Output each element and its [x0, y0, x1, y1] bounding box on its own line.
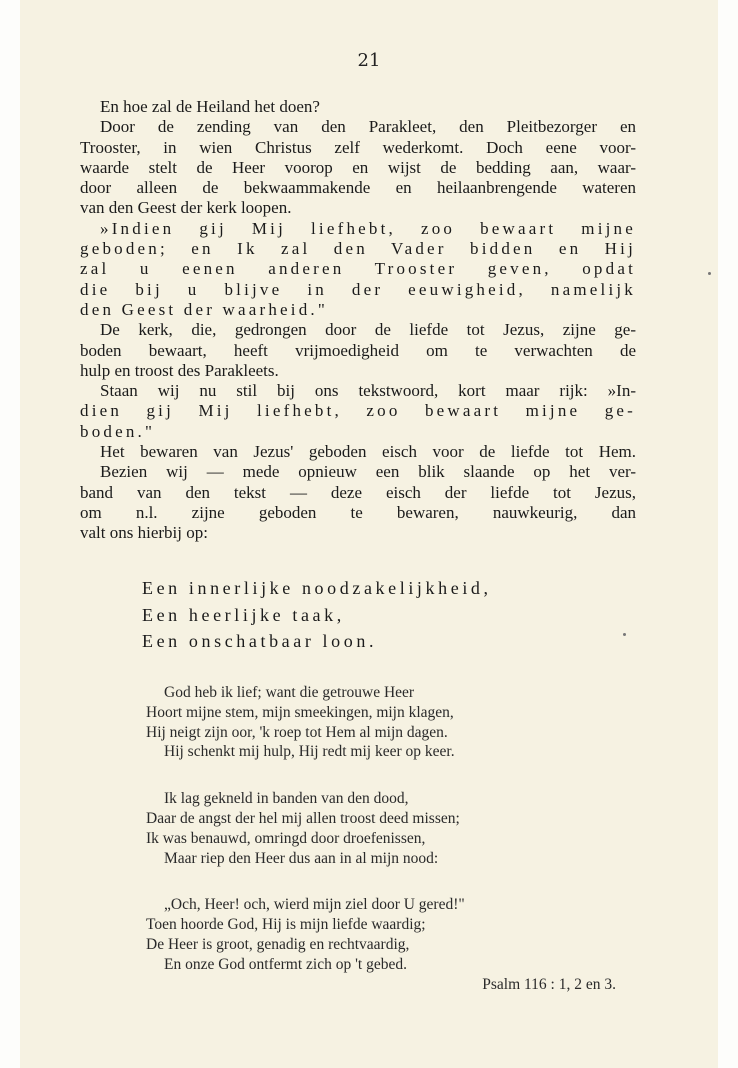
paper-speck: [623, 633, 626, 636]
psalm-stanza: [146, 683, 626, 762]
point-item: Een innerlijke noodzakelijkheid,: [142, 578, 492, 598]
paper-speck: [708, 272, 711, 275]
verse-line: Hij schenkt mij hulp, Hij redt mij keer op keer.: [164, 743, 455, 761]
text-line: band van den tekst — deze eisch der liefde tot Jezus,: [80, 482, 636, 502]
text-line: om n.l. zijne geboden te bewaren, nauwkeurig, dan: [80, 502, 636, 522]
verse-line: Hoort mijne stem, mijn smeekingen, mijn klagen,: [146, 703, 454, 721]
book-page: [20, 0, 718, 1068]
text-line: Trooster, in wien Christus zelf wederkomt. Doch eene voor-: [80, 137, 636, 157]
psalm-verse: [146, 683, 626, 994]
text-line: hulp en troost des Parakleets.: [80, 360, 279, 380]
body-text: [80, 97, 636, 544]
verse-line: Daar de angst der hel mij allen troost deed missen;: [146, 809, 460, 827]
text-line: Staan wij nu stil bij ons tekstwoord, kort maar rijk: »In-: [100, 381, 636, 401]
points-list: [142, 575, 492, 655]
verse-line: En onze God ontfermt zich op 't gebed.: [164, 955, 407, 973]
text-line: door alleen de bekwaammakende en heilaanbrengende wateren: [80, 178, 636, 198]
psalm-stanza: [146, 789, 626, 868]
text-line: waarde stelt de Heer voorop en wijst de bedding aan, waar-: [80, 157, 636, 177]
psalm-stanza: [146, 895, 626, 974]
text-line: »Indien gij Mij liefhebt, zoo bewaart mijne: [100, 218, 636, 238]
text-line: die bij u blijve in der eeuwigheid, namelijk: [80, 279, 636, 299]
verse-line: Toen hoorde God, Hij is mijn liefde waardig;: [146, 916, 426, 934]
verse-line: Ik lag gekneld in banden van den dood,: [164, 790, 409, 808]
verse-line: Ik was benauwd, omringd door droefenissen,: [146, 829, 426, 847]
text-line: zal u eenen anderen Trooster geven, opdat: [80, 259, 636, 279]
page-number: 21: [357, 50, 381, 71]
point-item: Een onschatbaar loon.: [142, 631, 378, 651]
verse-line: God heb ik lief; want die getrouwe Heer: [164, 684, 415, 701]
text-line: Door de zending van den Parakleet, den Pleitbezorger en: [100, 117, 636, 137]
text-line: boden.": [80, 421, 156, 441]
text-line: boden bewaart, heeft vrijmoedigheid om te verwachten de: [80, 340, 636, 360]
text-line: Het bewaren van Jezus' geboden eisch voor de liefde tot Hem.: [100, 442, 636, 462]
verse-line: Maar riep den Heer dus aan in al mijn nood:: [164, 849, 439, 867]
text-line: Bezien wij — mede opnieuw een blik slaande op het ver-: [100, 462, 636, 482]
text-line: dien gij Mij liefhebt, zoo bewaart mijne ge-: [80, 401, 636, 421]
text-line: geboden; en Ik zal den Vader bidden en Hij: [80, 239, 636, 259]
verse-line: De Heer is groot, genadig en rechtvaardig,: [146, 935, 410, 953]
text-line: De kerk, die, gedrongen door de liefde tot Jezus, zijne ge-: [100, 320, 636, 340]
verse-line: „Och, Heer! och, wierd mijn ziel door U gered!": [164, 896, 465, 914]
text-line: van den Geest der kerk loopen.: [80, 198, 292, 218]
text-line: valt ons hierbij op:: [80, 523, 208, 543]
point-item: Een heerlijke taak,: [142, 604, 345, 625]
psalm-reference: Psalm 116 : 1, 2 en 3.: [482, 975, 616, 993]
text-line: En hoe zal de Heiland het doen?: [100, 97, 320, 116]
verse-line: Hij neigt zijn oor, 'k roep tot Hem al mijn dagen.: [146, 723, 448, 741]
text-line: den Geest der waarheid.": [80, 299, 328, 319]
